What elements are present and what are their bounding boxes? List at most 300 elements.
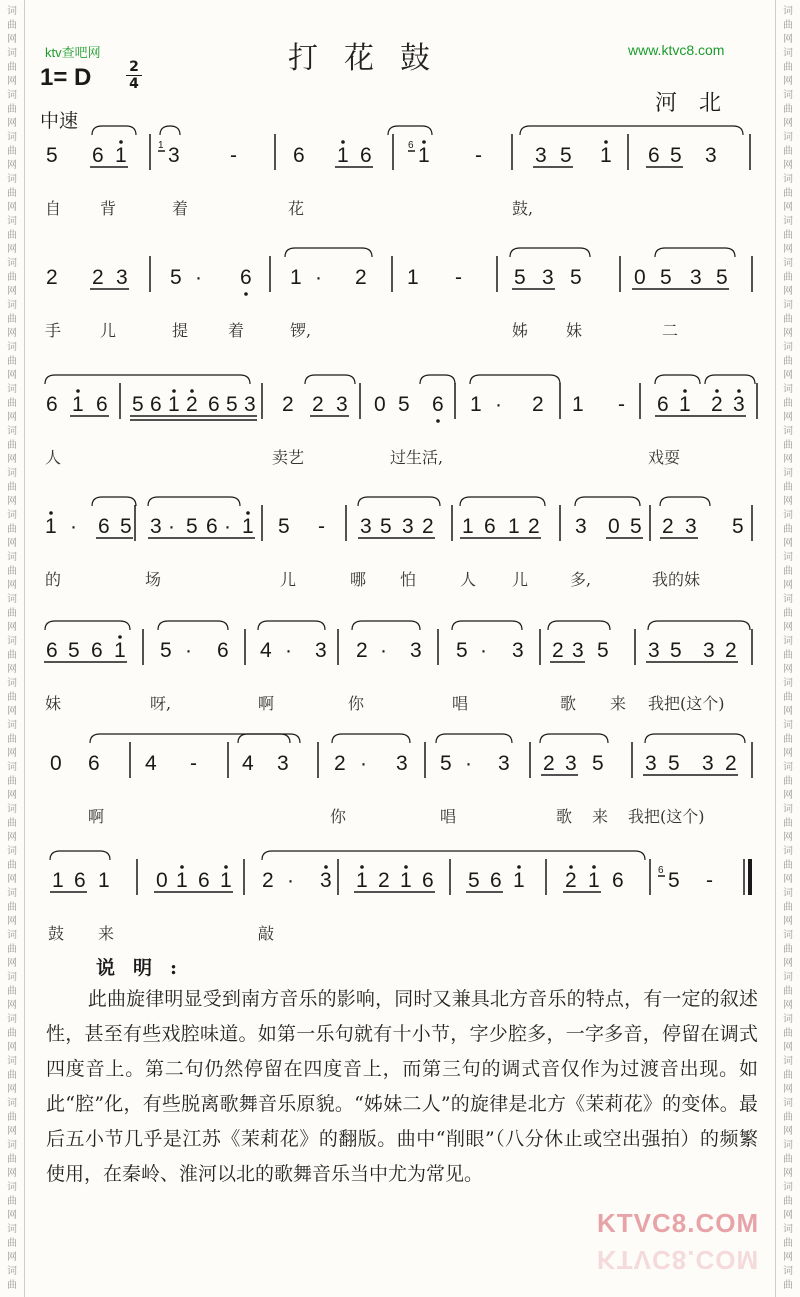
- side-watermark-char: 曲: [7, 566, 17, 577]
- note: -: [318, 515, 325, 538]
- side-watermark-char: 词: [783, 384, 793, 395]
- note: 5: [46, 144, 58, 167]
- note: ·: [480, 639, 487, 662]
- side-watermark-char: 曲: [7, 356, 17, 367]
- note: 2: [532, 393, 544, 416]
- note: 3: [690, 266, 702, 289]
- note: 5: [468, 869, 480, 892]
- note: 5: [380, 515, 392, 538]
- lyric-text: 来: [610, 694, 627, 713]
- watermark-logo: KTVC8.COM: [597, 1208, 760, 1238]
- side-watermark-char: 网: [7, 34, 17, 45]
- octave-up-dot: [224, 865, 228, 869]
- note: -: [475, 144, 482, 167]
- side-watermark-char: 曲: [7, 146, 17, 157]
- slur: [352, 621, 420, 630]
- note: 2: [356, 639, 368, 662]
- notes-heading: 说明:: [96, 957, 196, 979]
- lyric-text: 场: [145, 570, 162, 589]
- side-watermark-char: 曲: [7, 104, 17, 115]
- lyric-text: 妹: [45, 694, 62, 713]
- side-watermark-char: 词: [7, 804, 17, 815]
- lyric-text: 啊: [88, 807, 105, 826]
- note: 6: [293, 144, 305, 167]
- side-watermark-char: 词: [7, 426, 17, 437]
- side-watermark-char: 词: [7, 48, 17, 59]
- note: 5: [68, 639, 80, 662]
- side-watermark-char: 网: [7, 202, 17, 213]
- side-watermark-char: 曲: [783, 20, 793, 31]
- note: 6: [648, 144, 660, 167]
- slur: [148, 497, 240, 506]
- note: 3: [277, 752, 289, 775]
- lyric-text: 鼓,: [512, 199, 534, 218]
- watermark-logo-reflection: KTVC8.COM: [597, 1245, 760, 1275]
- slur: [285, 248, 372, 257]
- side-watermark-char: 曲: [783, 818, 793, 829]
- side-watermark-char: 网: [783, 874, 793, 885]
- lyric-text: 提: [172, 321, 189, 340]
- note: ·: [380, 639, 387, 662]
- side-watermark-char: 网: [783, 832, 793, 843]
- note: 2: [552, 639, 564, 662]
- side-watermark-char: 曲: [783, 1280, 793, 1291]
- side-watermark-char: 网: [783, 34, 793, 45]
- note: 5: [597, 639, 609, 662]
- lyric-text: 戏耍: [648, 448, 681, 467]
- side-watermark-char: 网: [783, 958, 793, 969]
- side-watermark-char: 词: [7, 216, 17, 227]
- lyric-text: 自: [45, 199, 62, 218]
- lyric-text: 花: [288, 199, 305, 218]
- note: 2: [543, 752, 555, 775]
- note: ·: [285, 639, 292, 662]
- lyric-text: 唱: [440, 807, 457, 826]
- note: 2: [565, 869, 577, 892]
- side-watermark-char: 曲: [7, 986, 17, 997]
- side-watermark-char: 曲: [7, 62, 17, 73]
- note: 6: [88, 752, 100, 775]
- side-watermark-char: 网: [783, 1126, 793, 1137]
- slur: [655, 375, 700, 384]
- side-watermark-char: 词: [7, 678, 17, 689]
- side-watermark-char: 网: [7, 286, 17, 297]
- lyric-text: 呀,: [150, 694, 172, 713]
- side-watermark-char: 网: [783, 160, 793, 171]
- side-watermark-char: 曲: [783, 398, 793, 409]
- note: 5: [132, 393, 144, 416]
- note: 5: [592, 752, 604, 775]
- slur: [540, 734, 608, 743]
- side-watermark-char: 曲: [783, 986, 793, 997]
- song-title: 打花鼓: [288, 41, 456, 76]
- lyric-text: 的: [45, 570, 62, 589]
- note: 1: [168, 393, 180, 416]
- side-watermark-char: 网: [7, 370, 17, 381]
- side-watermark-char: 网: [7, 538, 17, 549]
- side-watermark-char: 词: [783, 468, 793, 479]
- note: 2: [662, 515, 674, 538]
- side-watermark-char: 曲: [7, 860, 17, 871]
- side-watermark-char: 网: [783, 706, 793, 717]
- slur: [660, 497, 710, 506]
- side-watermark-char: 词: [783, 1140, 793, 1151]
- side-watermark-char: 网: [7, 1000, 17, 1011]
- slur: [238, 734, 290, 743]
- lyric-text: 二: [662, 321, 679, 340]
- note: 3: [705, 144, 717, 167]
- side-watermark-char: 曲: [783, 314, 793, 325]
- note: 1: [290, 266, 302, 289]
- side-watermark-char: 曲: [7, 1280, 17, 1291]
- side-watermark-char: 曲: [783, 902, 793, 913]
- side-watermark-char: 曲: [783, 650, 793, 661]
- lyric-text: 歌: [556, 807, 573, 826]
- slur: [92, 497, 136, 506]
- octave-up-dot: [119, 140, 123, 144]
- side-watermark-char: 网: [783, 916, 793, 927]
- side-watermark-char: 曲: [783, 356, 793, 367]
- side-watermark-char: 网: [783, 1084, 793, 1095]
- note: 1: [462, 515, 474, 538]
- side-watermark-char: 词: [783, 594, 793, 605]
- octave-up-dot: [737, 389, 741, 393]
- note: 5: [514, 266, 526, 289]
- note: 2: [711, 393, 723, 416]
- slur: [645, 734, 745, 743]
- note: ·: [70, 515, 77, 538]
- side-watermark-char: 曲: [783, 692, 793, 703]
- note: 3: [535, 144, 547, 167]
- slur: [305, 375, 355, 384]
- side-watermark-char: 网: [783, 1042, 793, 1053]
- side-watermark-char: 网: [783, 748, 793, 759]
- side-watermark-char: 网: [783, 790, 793, 801]
- note: 0: [608, 515, 620, 538]
- lyric-text: 我把(这个): [628, 807, 705, 826]
- note: 1: [45, 515, 57, 538]
- note: 5: [670, 639, 682, 662]
- side-watermark-char: 曲: [7, 734, 17, 745]
- note: 6: [612, 869, 624, 892]
- note: 3: [703, 639, 715, 662]
- side-watermark-char: 曲: [7, 482, 17, 493]
- octave-up-dot: [246, 511, 250, 515]
- note: 3: [336, 393, 348, 416]
- note: 5: [732, 515, 744, 538]
- side-watermark-char: 曲: [7, 398, 17, 409]
- slur: [470, 375, 560, 384]
- grace-note: 1: [158, 140, 164, 151]
- side-watermark-char: 词: [783, 930, 793, 941]
- note: 3: [402, 515, 414, 538]
- lyric-text: 妹: [566, 321, 583, 340]
- lyric-text: 儿: [512, 570, 529, 589]
- note: 6: [74, 869, 86, 892]
- note: 3: [320, 869, 332, 892]
- note: 6: [217, 639, 229, 662]
- note: 2: [92, 266, 104, 289]
- side-watermark-char: 网: [7, 622, 17, 633]
- note: 1: [407, 266, 419, 289]
- note: 3: [150, 515, 162, 538]
- side-watermark-char: 词: [7, 1224, 17, 1235]
- side-watermark-char: 曲: [783, 524, 793, 535]
- lyric-text: 唱: [452, 694, 469, 713]
- note: 3: [685, 515, 697, 538]
- note: 3: [410, 639, 422, 662]
- lyric-text: 背: [100, 199, 117, 218]
- side-watermark-char: 词: [7, 258, 17, 269]
- note: ·: [287, 869, 294, 892]
- side-watermark-char: 词: [783, 426, 793, 437]
- note: 2: [186, 393, 198, 416]
- side-watermark-char: 词: [783, 636, 793, 647]
- note: 6: [46, 639, 58, 662]
- note: ·: [195, 266, 202, 289]
- slur: [358, 497, 440, 506]
- side-watermark-char: 网: [783, 1252, 793, 1263]
- note: 1: [508, 515, 520, 538]
- side-watermark-char: 曲: [783, 440, 793, 451]
- octave-up-dot: [422, 140, 426, 144]
- side-watermark-char: 词: [783, 552, 793, 563]
- side-watermark-char: 词: [783, 1224, 793, 1235]
- note: 6: [98, 515, 110, 538]
- side-watermark-char: 曲: [7, 944, 17, 955]
- note: 1: [470, 393, 482, 416]
- note: 6: [208, 393, 220, 416]
- grace-note: 6: [658, 865, 664, 876]
- lyric-text: 敲: [258, 924, 275, 943]
- side-watermark-char: 曲: [7, 230, 17, 241]
- octave-up-dot: [341, 140, 345, 144]
- side-watermark-char: 词: [783, 972, 793, 983]
- note: 5: [670, 144, 682, 167]
- side-watermark-char: 词: [7, 762, 17, 773]
- note: 1: [513, 869, 525, 892]
- slur: [262, 851, 645, 860]
- note: 6: [422, 869, 434, 892]
- side-watermark-char: 词: [7, 888, 17, 899]
- note: 2: [282, 393, 294, 416]
- note: ·: [315, 266, 322, 289]
- note: 6: [432, 393, 444, 416]
- side-watermark-char: 词: [783, 804, 793, 815]
- side-watermark-char: 网: [7, 118, 17, 129]
- lyric-text: 歌: [560, 694, 577, 713]
- side-watermark-char: 曲: [783, 1028, 793, 1039]
- note: 3: [396, 752, 408, 775]
- note: 6: [96, 393, 108, 416]
- side-watermark-char: 词: [7, 90, 17, 101]
- slur: [90, 734, 300, 743]
- side-watermark-char: 网: [7, 244, 17, 255]
- side-watermark-char: 网: [7, 1252, 17, 1263]
- note: 5: [170, 266, 182, 289]
- note: 4: [260, 639, 272, 662]
- note: 1: [572, 393, 584, 416]
- octave-up-dot: [517, 865, 521, 869]
- note: 2: [355, 266, 367, 289]
- side-watermark-char: 词: [7, 1182, 17, 1193]
- side-watermark-char: 曲: [783, 776, 793, 787]
- side-watermark-char: 词: [7, 300, 17, 311]
- side-watermark-char: 词: [783, 1098, 793, 1109]
- note: 1: [176, 869, 188, 892]
- side-watermark-char: 网: [783, 622, 793, 633]
- side-watermark-char: 曲: [7, 1070, 17, 1081]
- lyric-text: 姊: [512, 321, 529, 340]
- lyric-text: 啊: [258, 694, 275, 713]
- side-watermark-char: 网: [783, 1168, 793, 1179]
- side-watermark-char: 词: [783, 846, 793, 857]
- octave-down-dot: [244, 292, 248, 296]
- note: 5: [668, 752, 680, 775]
- octave-up-dot: [76, 389, 80, 393]
- side-watermark-char: 网: [783, 496, 793, 507]
- side-watermark-char: 词: [783, 1014, 793, 1025]
- note: 1: [679, 393, 691, 416]
- note: -: [455, 266, 462, 289]
- note: 2: [262, 869, 274, 892]
- note: -: [190, 752, 197, 775]
- lyric-text: 锣,: [290, 321, 312, 340]
- side-watermark-char: 词: [7, 342, 17, 353]
- note: 3: [244, 393, 256, 416]
- note: 0: [634, 266, 646, 289]
- slur: [420, 375, 455, 384]
- lyric-text: 哪: [350, 570, 367, 589]
- octave-up-dot: [180, 865, 184, 869]
- side-watermark-char: 网: [7, 916, 17, 927]
- lyric-text: 我把(这个): [648, 694, 725, 713]
- song-origin: 河北: [655, 91, 744, 116]
- octave-up-dot: [569, 865, 573, 869]
- side-watermark-char: 词: [7, 552, 17, 563]
- note: 6: [484, 515, 496, 538]
- note: 1: [114, 639, 126, 662]
- side-watermark-char: 网: [783, 370, 793, 381]
- lyric-text: 你: [348, 694, 365, 713]
- note: 4: [242, 752, 254, 775]
- side-watermark-char: 曲: [783, 62, 793, 73]
- note: 6: [46, 393, 58, 416]
- lyric-text: 鼓: [48, 924, 65, 943]
- side-watermark-char: 网: [783, 202, 793, 213]
- side-watermark-char: 网: [7, 1042, 17, 1053]
- slur: [436, 734, 512, 743]
- slur: [548, 621, 610, 630]
- side-watermark-char: 网: [7, 874, 17, 885]
- side-watermark-char: 曲: [7, 1028, 17, 1039]
- octave-up-dot: [49, 511, 53, 515]
- lyric-text: 手: [45, 321, 62, 340]
- side-watermark-char: 词: [7, 972, 17, 983]
- lyric-text: 来: [98, 924, 115, 943]
- note: 5: [440, 752, 452, 775]
- lyric-text: 人: [45, 448, 62, 467]
- slur: [50, 851, 110, 860]
- note: 2: [312, 393, 324, 416]
- side-watermark-char: 词: [783, 216, 793, 227]
- note: 3: [542, 266, 554, 289]
- note: 6: [490, 869, 502, 892]
- note: 1: [356, 869, 368, 892]
- side-watermark-char: 曲: [7, 272, 17, 283]
- note: 6: [198, 869, 210, 892]
- side-watermark-char: 曲: [783, 1196, 793, 1207]
- slur: [520, 126, 743, 135]
- octave-up-dot: [324, 865, 328, 869]
- side-watermark-char: 网: [7, 706, 17, 717]
- note: -: [706, 869, 713, 892]
- grace-note: 6: [408, 140, 414, 151]
- side-watermark-char: 网: [7, 748, 17, 759]
- side-watermark-char: 词: [783, 258, 793, 269]
- side-watermark-char: 网: [783, 538, 793, 549]
- side-watermark-char: 曲: [7, 818, 17, 829]
- note: 4: [145, 752, 157, 775]
- lyric-text: 着: [228, 321, 245, 340]
- side-watermark-char: 词: [7, 1098, 17, 1109]
- time-signature-bottom: 4: [129, 76, 139, 92]
- lyric-text: 多,: [570, 570, 592, 589]
- note: 5: [716, 266, 728, 289]
- side-watermark-char: 曲: [7, 1238, 17, 1249]
- tempo-marking: 中速: [40, 110, 79, 132]
- note: 5: [186, 515, 198, 538]
- side-watermark-char: 曲: [783, 272, 793, 283]
- side-watermark-char: 曲: [783, 1070, 793, 1081]
- note: -: [230, 144, 237, 167]
- note: 0: [50, 752, 62, 775]
- side-watermark-char: 网: [7, 1168, 17, 1179]
- slur: [648, 621, 750, 630]
- side-watermark-char: 词: [7, 132, 17, 143]
- note: 3: [116, 266, 128, 289]
- note: 5: [456, 639, 468, 662]
- side-watermark-char: 曲: [7, 440, 17, 451]
- side-watermark-char: 曲: [7, 524, 17, 535]
- side-watermark-char: 曲: [783, 482, 793, 493]
- note: 3: [360, 515, 372, 538]
- side-watermark-char: 曲: [783, 608, 793, 619]
- lyric-text: 你: [330, 807, 347, 826]
- note: 5: [668, 869, 680, 892]
- octave-up-dot: [118, 635, 122, 639]
- note: 6: [91, 639, 103, 662]
- side-watermark-char: 曲: [7, 188, 17, 199]
- notes-paragraph: 此曲旋律明显受到南方音乐的影响，同时又兼具北方音乐的特点，有一定的叙述性，甚至有些戏腔味道。如第一乐句就有十小节，字少腔多，一字多音，停留在调式四度音上。第二句仍然停留在四度音上，而第三句的调式音仅作为过渡音出现。如此“腔”化，有些脱离歌舞音乐原貌。“姊妹二人”的旋律是北方《茉莉花》的变体。最后五小节几乎是江苏《茉莉花》的翻版。曲中“削眼”（八分休止或空出强拍）的频繁使用，在秦岭、淮河以北的歌舞音乐当中尤为常见。: [46, 988, 758, 1185]
- lyric-text: 来: [592, 807, 609, 826]
- side-watermark-char: 词: [783, 300, 793, 311]
- note: 1: [588, 869, 600, 892]
- side-watermark-char: 曲: [7, 902, 17, 913]
- octave-up-dot: [360, 865, 364, 869]
- side-watermark-char: 曲: [7, 314, 17, 325]
- side-watermark-char: 网: [783, 1000, 793, 1011]
- note: ·: [465, 752, 472, 775]
- side-watermark-char: 词: [783, 48, 793, 59]
- octave-up-dot: [683, 389, 687, 393]
- side-watermark-char: 网: [783, 76, 793, 87]
- side-watermark-char: 词: [783, 678, 793, 689]
- final-bar-thick: [748, 859, 752, 895]
- note: 2: [528, 515, 540, 538]
- note: 1: [418, 144, 430, 167]
- note: ·: [495, 393, 502, 416]
